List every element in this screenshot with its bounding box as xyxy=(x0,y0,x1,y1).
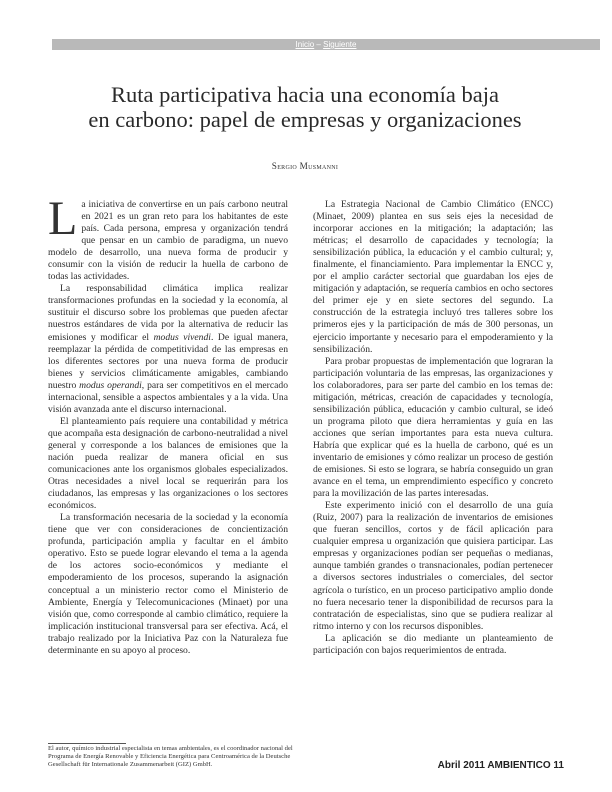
title-line-1: Ruta participativa hacia una economía baja xyxy=(111,82,499,107)
left-column xyxy=(48,192,289,657)
paragraph: La Estrategia Nacional de Cambio Climático (ENCC) (Minaet, 2009) plantea en sus seis ejes la necesidad de incorporar acciones en la mitigación; la adaptación; las métricas; el desarrollo de capacidades y tecnología; la sensibilización pública, la educación y el cambio cultural; y, finalmente, el financiamiento. Para implementar la ENCC y, por el amplio carácter sectorial que guardaban los ejes de mitigación y adaptación, se requería cambios en ocho sectores del primer eje y en siete sectores del segundo. La construcción de la estrategia incluyó tres talleres sobre los primeros ejes y la participación de más de 300 personas, un ejercicio importante y necesario para el empoderamiento y la sensibilización. xyxy=(313,199,553,355)
italic-term: modus vivendi xyxy=(153,331,211,343)
paragraph-text: , para ser competitivos en el mercado internacional, sensible a aspectos ambientales y a la vida. Una visión avanzada ante el discurso internacional. xyxy=(48,379,288,415)
paragraph-text: . De igual manera, reemplazar la pérdida de competitividad de las empresas en los diferentes sectores por una nueva forma de producir bienes y servicios climáticamente amigables, cambiando nuestro xyxy=(48,331,289,391)
navigation-bar xyxy=(52,39,600,50)
italic-term: modus operandi xyxy=(79,379,142,391)
paragraph xyxy=(48,192,288,283)
paragraph-text: a iniciativa de convertirse en un país carbono neutral en 2021 es un gran reto para los habitantes de este país. Cada persona, empresa y organización tendrá que pensar en un cambio de paradigma, un nuevo modelo de desarrollo, una nueva forma de producir y consumir con la visión de reducir la huella de carbono de todas las actividades. xyxy=(48,199,288,283)
paragraph: La transformación necesaria de la sociedad y la economía tiene que ver con consideraciones de concientización profunda, participación amplia y facultar en el ámbito operativo. Esto se puede lograr elevando el tema a la agenda de los actores socio-económicos y mediante el empoderamiento de los procesos, superando la asignación conceptual a un ministerio rector como el Ministerio de Ambiente, Energía y Telecomunicaciones (Minaet) por una visión que, como corresponde al cambio climático, requiere la implicación institucional transversal para ser efectiva. Acá, el trabajo realizado por la Iniciativa Paz con la Naturaleza fue determinante en su apoyo al proceso. xyxy=(48,512,288,656)
article-author: Sergio Musmanni xyxy=(271,161,339,171)
paragraph: Este experimento inició con el desarrollo de una guía (Ruiz, 2007) para la realización de inventarios de emisiones que fueran sencillos, cortos y de fácil aplicación para cualquier empresa u organización que quisiera participar. Las empresas y organizaciones podían ser pequeñas o medianas, aunque también grandes o transnacionales, podían pertenecer a diversos sectores industriales o comerciales, del sector agrícola o turístico, en un proceso participativo amplio donde no fuera necesario tener la disponibilidad de recursos para la contratación de especialistas, sino que se pudiera realizar al ritmo interno y con los recursos disponibles. xyxy=(313,500,553,632)
paragraph xyxy=(48,283,288,416)
paragraph: El planteamiento país requiere una contabilidad y métrica que acompaña esta designación de carbono-neutralidad a nivel general y corresponde a los balances de emisiones que la nación pueda realizar de manera oficial en sus comunicaciones ante los organismos globales especializados. Otras necesidades a nivel local se requerirán para los ciudadanos, las empresas y las organizaciones o los sectores económicos. xyxy=(48,415,289,512)
nav-separator: – xyxy=(314,40,324,49)
inicio-link[interactable]: Inicio xyxy=(295,40,315,49)
footnote: El autor, químico industrial especialista en temas ambientales, es el coordinador nacional del Programa de Energía Renovable y Eficiencia Energética para Centroamérica de la Deutsche Gesellschaft für Internationale Zusammenarbeit (GIZ) GmbH. xyxy=(48,745,293,769)
siguiente-link[interactable]: Siguiente xyxy=(323,40,357,49)
paragraph: La aplicación se dio mediante un planteamiento de participación con bajos requerimientos de entrada. xyxy=(313,632,553,656)
right-column xyxy=(313,199,553,657)
paragraph: Para probar propuestas de implementación que lograran la participación voluntaria de las empresas, las organizaciones y los colaboradores, para ser parte del cambio en los temas de: mitigación, métricas, creación de capacidades y tecnología, sensibilización pública, educación y cambio cultural, se ideó un programa piloto que diera herramientas y guía en las acciones que serían importantes para esta nueva cultura. Habría que explicar qué es la huella de carbono, qué es un inventario de emisiones y cómo realizar un proceso de gestión de emisiones. Si esto se lograra, se habría conseguido un gran avance en el tema, un emprendimiento específico y concreto para la movilización de las partes interesadas. xyxy=(313,355,553,500)
paragraph-text: La responsabilidad climática implica realizar transformaciones profundas en la sociedad y la economía, al sustituir el discurso sobre los problemas que pueden afectar nuestros estándares de vida por la alternativa de reducir las emisiones y modificar el xyxy=(48,283,288,343)
page-folio: Abril 2011 AMBIENTICO 11 xyxy=(437,760,564,771)
drop-cap: L xyxy=(48,192,78,245)
article-title xyxy=(40,82,570,132)
title-line-2: en carbono: papel de empresas y organizaciones xyxy=(88,107,522,132)
footnote-divider xyxy=(48,743,126,744)
